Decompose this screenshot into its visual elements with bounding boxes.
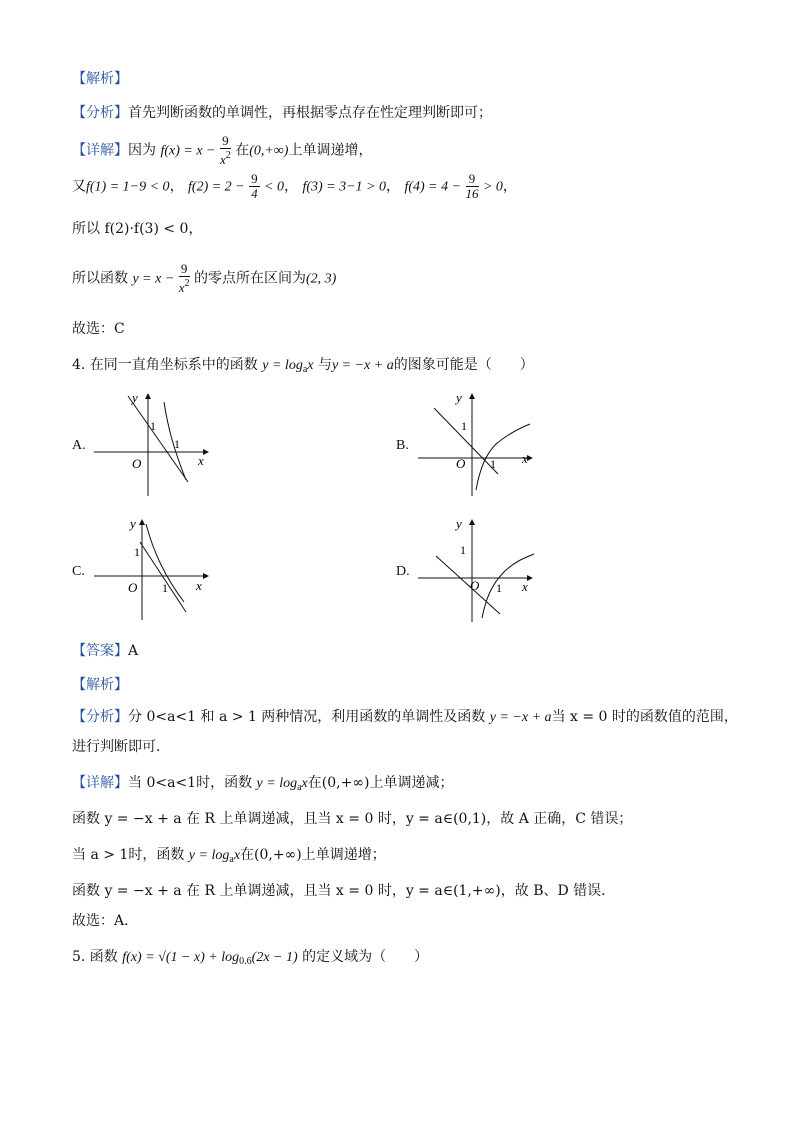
- x-label: x: [522, 451, 528, 466]
- x-one-label: 1: [162, 581, 168, 595]
- x-label: x: [522, 579, 528, 594]
- graph-option-c: [90, 514, 220, 624]
- analysis-line-q4-cont: 进行判断即可．: [72, 739, 170, 755]
- detail-line-4: 所以函数 y = x − $\frac{9}{x^2}$ 的零点所在区间为(2, 3): [72, 261, 337, 295]
- origin-label: O: [128, 580, 138, 595]
- y-one-label: 1: [460, 543, 466, 557]
- option-b-label: B.: [396, 438, 409, 453]
- y-label: y: [130, 516, 136, 531]
- origin-label: O: [456, 456, 466, 471]
- analysis-line-q4: 【分析】分 0<a<1 和 a > 1 两种情况，利用函数的单调性及函数 y = −x + a当 x = 0 时的函数值的范围，: [72, 709, 738, 725]
- detail-q4-line-4: 函数 y = −x + a 在 R 上单调递减，且当 x = 0 时，y = a∈(1,+∞)，故 B、D 错误．: [72, 883, 616, 899]
- option-c-label: C.: [72, 564, 85, 579]
- line-y-neg-x-plus-a: [436, 556, 500, 614]
- line-y-neg-x-plus-a: [140, 542, 186, 612]
- y-label: y: [456, 516, 462, 531]
- y-label: y: [456, 390, 462, 405]
- y-one-label: 1: [134, 545, 140, 559]
- detail-line-1: 【详解】因为 f(x) = x − $\frac{9}{x^2}$ 在(0,+∞)上单调递增，: [72, 133, 373, 167]
- origin-label: O: [470, 578, 480, 593]
- graph-option-b: [414, 388, 544, 498]
- x-one-label: 1: [496, 581, 502, 595]
- answer-line-q4: 【答案】A: [72, 643, 139, 659]
- detail-q4-line-3: 当 a > 1时，函数 $y = \log_ax$在(0,+∞)上单调递增；: [72, 847, 386, 865]
- fraction-9-over-4: $\frac{9}{4}$: [251, 171, 258, 201]
- detail-line-3: 所以 f(2)·f(3) < 0，: [72, 221, 203, 237]
- origin-label: O: [132, 456, 142, 471]
- fraction-9-over-16: $\frac{9}{16}$: [465, 171, 479, 201]
- option-a-label: A.: [72, 438, 86, 453]
- section-tag-analysis-q4: 【解析】: [72, 677, 128, 693]
- analysis-line: 【分析】首先判断函数的单调性，再根据零点存在性定理判断即可；: [72, 105, 492, 121]
- fraction-9-over-x2: $\frac{9}{x^2}$: [219, 133, 231, 167]
- section-tag-analysis: 【解析】: [72, 71, 128, 87]
- x-one-label: 1: [174, 437, 180, 451]
- detail-q4-line-5: 故选：A．: [72, 913, 139, 929]
- y-one-label: 1: [150, 419, 156, 433]
- question-4: 4. 在同一直角坐标系中的函数 $y = \log_ax$ 与y = −x + a的图象可能是（ ）: [72, 357, 534, 375]
- x-label: x: [196, 578, 202, 593]
- graph-option-d: [414, 514, 544, 624]
- y-label: y: [132, 390, 138, 405]
- question-5: 5. 函数 $f(x) = √(1 - x) + \log_{0.6}(2x - 1)$ 的定义域为（ ）: [72, 949, 429, 967]
- y-one-label: 1: [461, 419, 467, 433]
- detail-q4-line-2: 函数 y = −x + a 在 R 上单调递减，且当 x = 0 时，y = a∈(0,1)，故 A 正确，C 错误；: [72, 811, 633, 827]
- x-one-label: 1: [490, 457, 496, 471]
- fraction-9-over-x2: $\frac{9}{x^2}$: [178, 261, 190, 295]
- line-y-neg-x-plus-a: [434, 408, 498, 474]
- x-label: x: [198, 453, 204, 468]
- detail-q4-line-1: 【详解】当 0<a<1时，函数 $y = \log_ax$在(0,+∞)上单调递减；: [72, 775, 454, 793]
- answer-line: 故选：C: [72, 321, 125, 337]
- option-d-label: D.: [396, 564, 410, 579]
- graph-option-a: [90, 388, 220, 498]
- detail-line-2: 又f(1) = 1−9 < 0， f(2) = 2 − $\frac{9}{4}$ < 0， f(3) = 3−1 > 0， f(4) = 4 − $\frac{9}{16}$ > 0，: [72, 171, 517, 201]
